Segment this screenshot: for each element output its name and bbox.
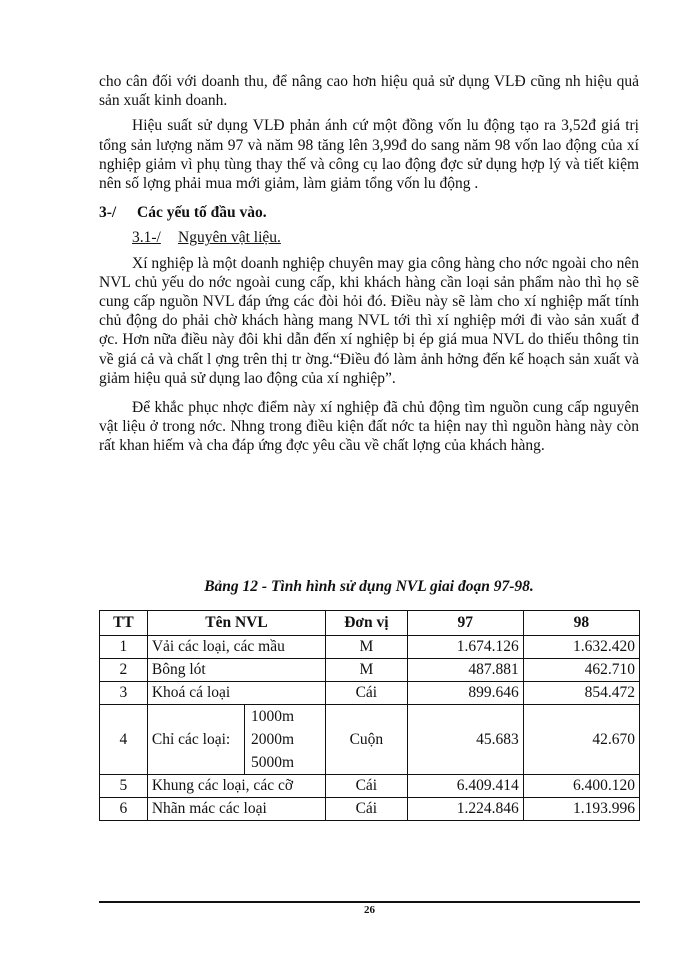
section-heading [99, 203, 639, 222]
cell-unit: Cái [326, 775, 408, 798]
paragraph-continuation: cho cân đối với doanh thu, để nâng cao hơn hiệu quả sử dụng VLĐ cũng nh hiệu quả sản xuất kinh doanh. [99, 73, 639, 110]
cell-name: Khoá cá loại [147, 682, 325, 705]
cell-tt: 1 [100, 636, 148, 659]
thread-size: 5000m [251, 754, 295, 771]
body-text [99, 72, 639, 456]
footer-divider [99, 901, 640, 903]
thread-sizes [245, 705, 326, 775]
table-row [100, 636, 640, 659]
cell-98: 42.670 [523, 705, 639, 775]
cell-unit: M [326, 636, 408, 659]
page-number: 26 [364, 904, 375, 916]
cell-97: 45.683 [407, 705, 523, 775]
cell-name: Nhãn mác các loại [147, 798, 325, 821]
table-row [100, 659, 640, 682]
table-row [100, 682, 640, 705]
header-98: 98 [523, 611, 639, 636]
cell-unit: Cuộn [326, 705, 408, 775]
cell-97: 487.881 [407, 659, 523, 682]
header-name: Tên NVL [147, 611, 325, 636]
table-row [100, 798, 640, 821]
cell-97: 1.224.846 [407, 798, 523, 821]
section-number: 3-/ [99, 204, 117, 222]
cell-98: 1.632.420 [523, 636, 639, 659]
cell-tt: 6 [100, 798, 148, 821]
subsection-heading [132, 228, 639, 247]
cell-97: 6.409.414 [407, 775, 523, 798]
cell-98: 854.472 [523, 682, 639, 705]
table-row [100, 775, 640, 798]
table-caption: Bảng 12 - Tình hình sử dụng NVL giai đoạn 97-98. [204, 578, 534, 595]
header-97: 97 [407, 611, 523, 636]
cell-unit: Cái [326, 682, 408, 705]
cell-tt: 5 [100, 775, 148, 798]
cell-unit: M [326, 659, 408, 682]
table-header-row [100, 611, 640, 636]
cell-unit: Cái [326, 798, 408, 821]
header-unit: Đơn vị [326, 611, 408, 636]
cell-tt: 3 [100, 682, 148, 705]
cell-name: Vải các loại, các mầu [147, 636, 325, 659]
cell-97: 899.646 [407, 682, 523, 705]
section-title: Các yếu tố đầu vào. [137, 204, 267, 222]
cell-97: 1.674.126 [407, 636, 523, 659]
thread-size: 1000m [251, 708, 295, 725]
paragraph-materials: Xí nghiệp là một doanh nghiệp chuyên may gia công hàng cho nớc ngoài cho nên NVL chủ yếu do nớc ngoài cung cấp, khi khách hàng cần loại sản phẩm nào thì họ sẽ cung cấp nguồn NVL đáp ứng các đòi hỏi đó. Điều này sẽ làm cho xí nghiệp mất tính chủ động do phải chờ khách hàng mang NVL tới thì xí nghiệp mới đi vào sản xuất đ ợc. Hơn nữa điều này đôi khi dẫn đến xí nghiệp bị ép giá mua NVL do thiếu thông tin về giá cả và chất l ợng trên thị tr ờng.“Điều đó làm ảnh hởng đến kế hoạch sản xuất và giảm hiệu quả sử dụng lao động của xí nghiệp”. [99, 254, 639, 387]
cell-tt: 4 [100, 705, 148, 775]
header-tt: TT [100, 611, 148, 636]
paragraph-efficiency: Hiệu suất sử dụng VLĐ phản ánh cứ một đồng vốn lu động tạo ra 3,52đ giá trị tổng sản lượng năm 97 và năm 98 tăng lên 3,99đ do sang năm 98 vốn lao động của xí nghiệp giảm vì phụ tùng thay thế và công cụ lao động đợc sử dụng hợp lý và tiết kiệm nên số lợng phải mua mới giảm, làm giảm tổng vốn lu động . [99, 117, 639, 193]
materials-table [99, 610, 640, 821]
cell-98: 6.400.120 [523, 775, 639, 798]
cell-name: Chỉ các loại: [147, 705, 244, 775]
subsection-title: Nguyên vật liệu. [178, 229, 281, 247]
cell-name: Khung các loại, các cỡ [147, 775, 325, 798]
cell-name: Bông lót [147, 659, 325, 682]
cell-98: 462.710 [523, 659, 639, 682]
paragraph-remedy: Để khắc phục nhợc điểm này xí nghiệp đã chủ động tìm nguồn cung cấp nguyên vật liệu ở trong nớc. Nhng trong điều kiện đất nớc ta hiện nay thì nguồn hàng này còn rất khan hiếm và cha đáp ứng đợc yêu cầu về chất lợng của khách hàng. [99, 399, 639, 455]
subsection-number: 3.1-/ [132, 229, 161, 247]
thread-size: 2000m [251, 731, 295, 748]
cell-98: 1.193.996 [523, 798, 639, 821]
cell-tt: 2 [100, 659, 148, 682]
table-row [100, 705, 640, 775]
